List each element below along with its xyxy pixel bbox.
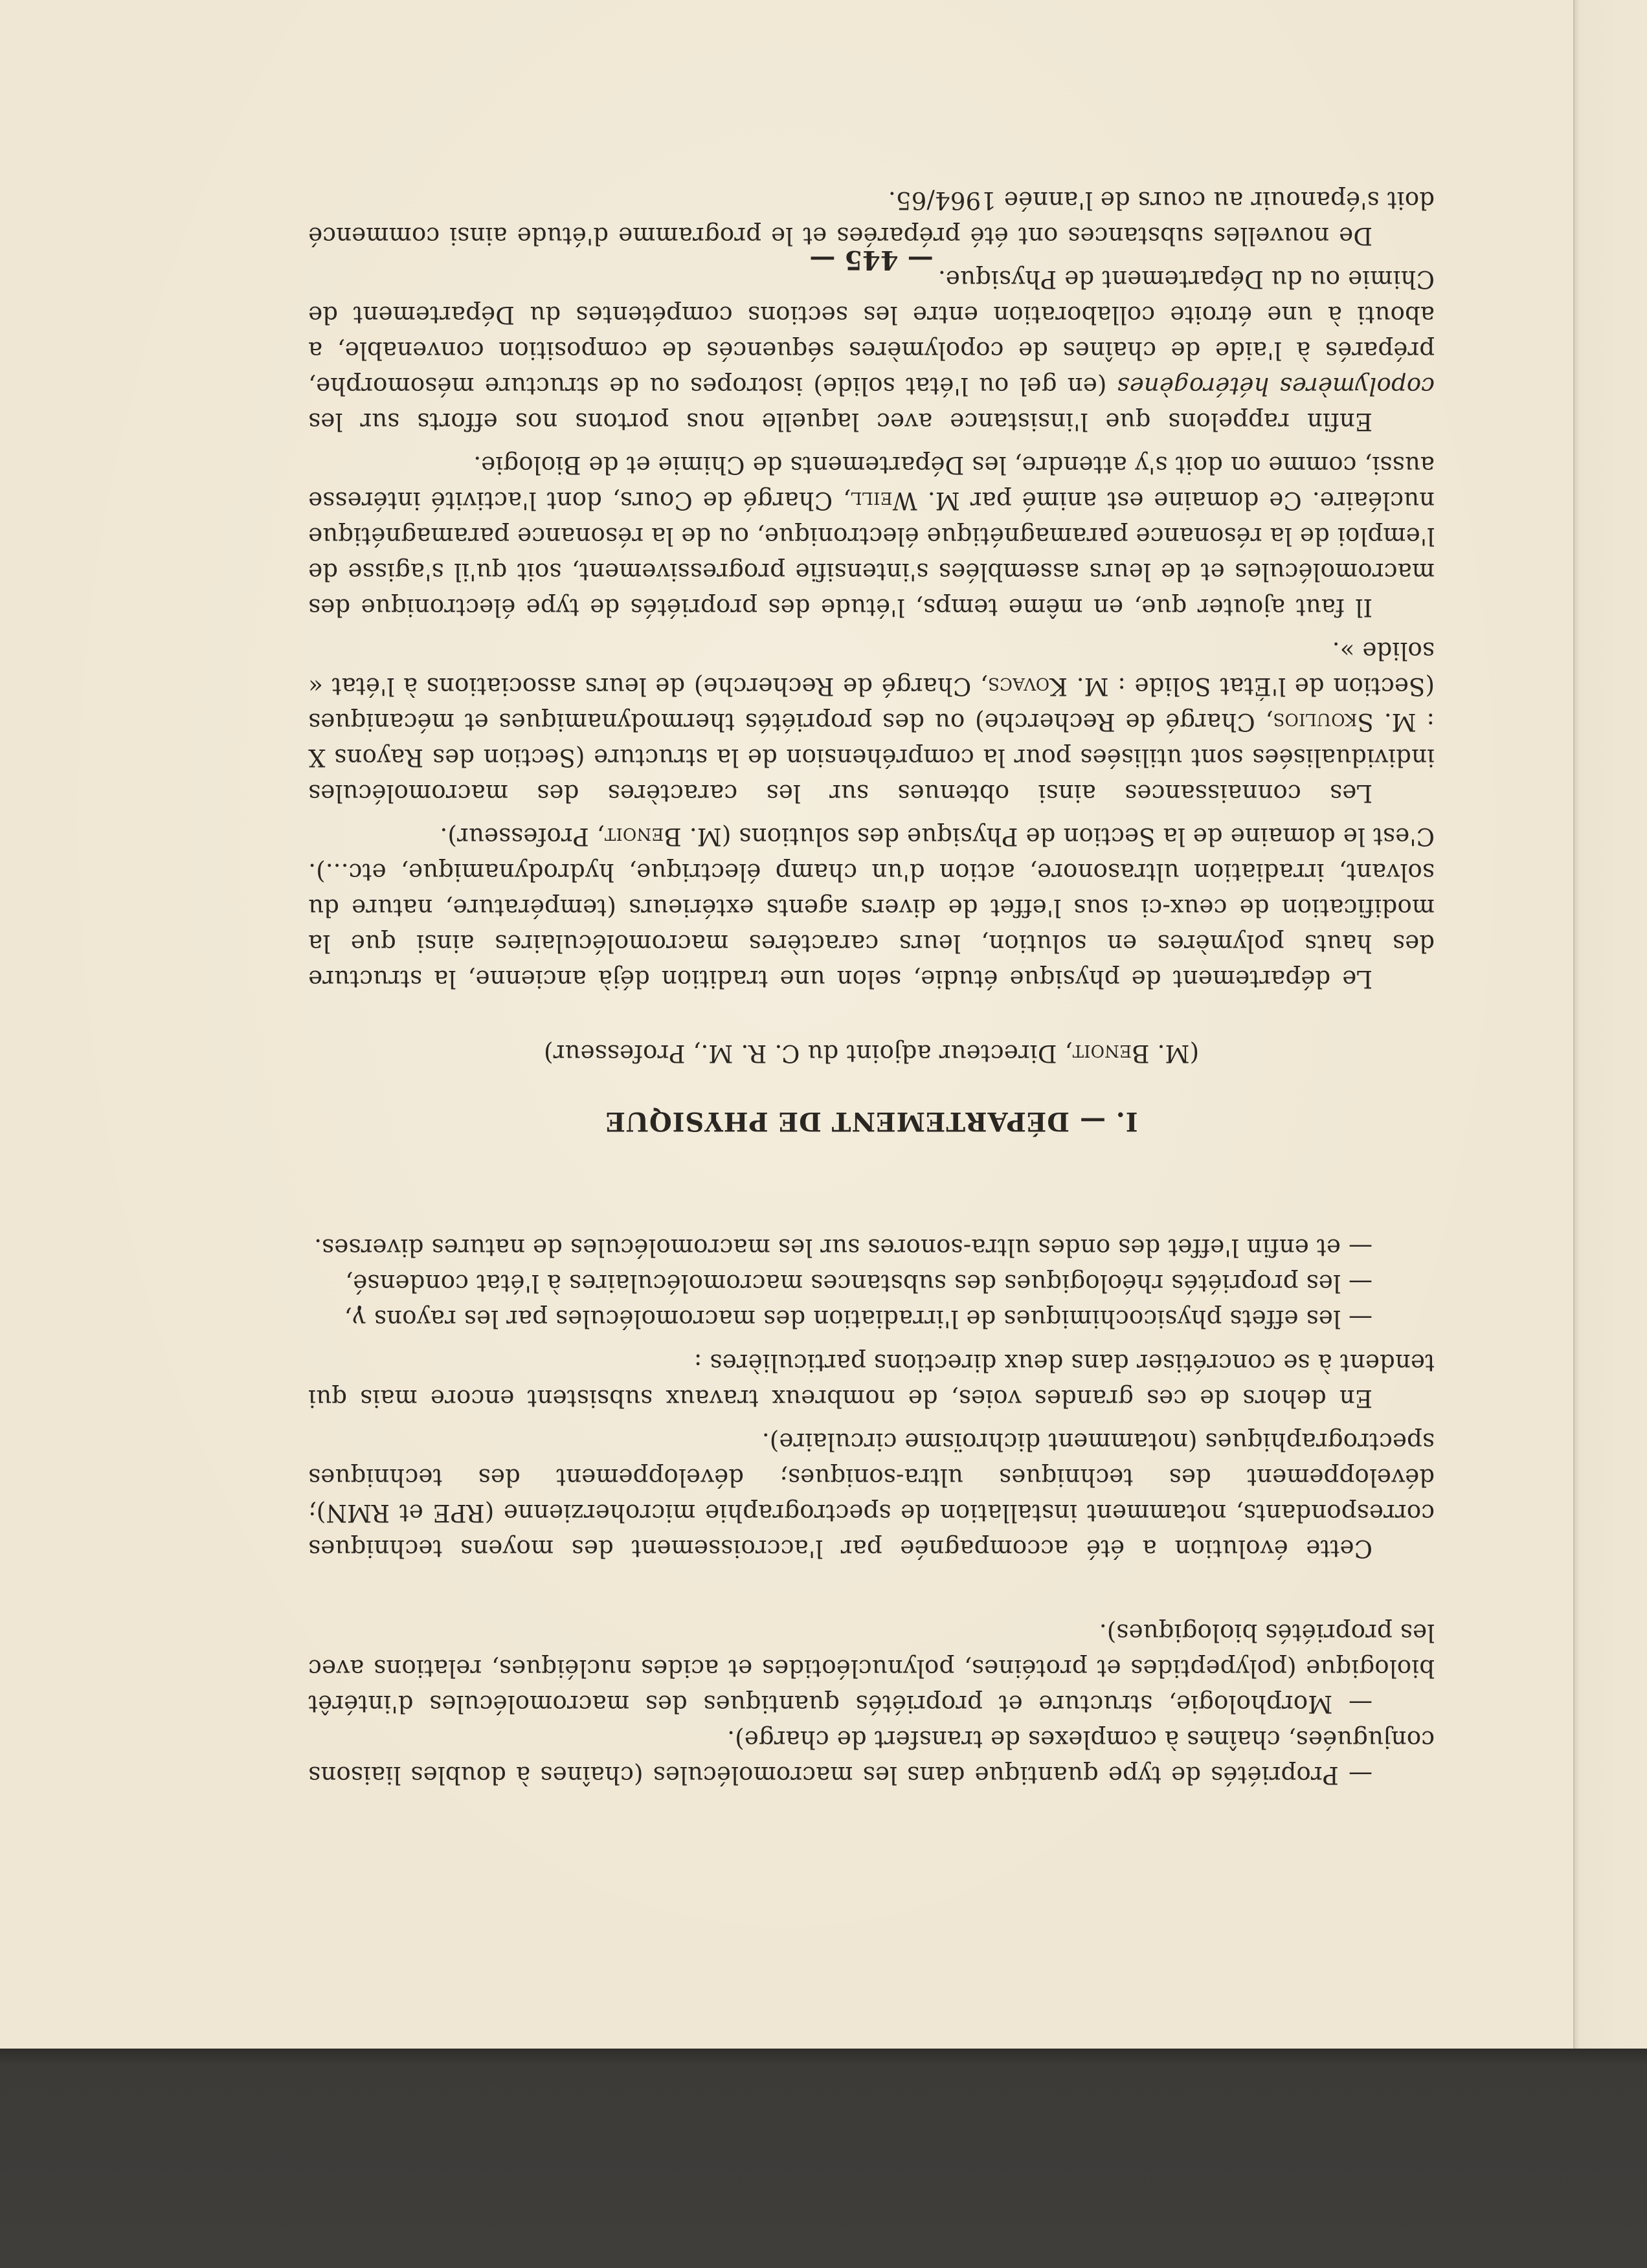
text: Il faut ajouter que, en même temps, l'étude des propriétés de type électronique des macromolécules et de leurs assemblées s'intensifie progressivement, soit qu'il s'agisse de l'emploi de la résonance paramagnétique électronique, ou de la résonance paramagnétique nucléaire. Ce domaine est animé par M. (308, 487, 1435, 621)
paragraph-new-substances: De nouvelles substances ont été préparées et le programme d'étude ainsi commencé doit s'épanouir au cours de l'année 1964/65. (308, 186, 1435, 250)
text: , Chargé de Recherche) de leurs associations à l'état « solide ». (308, 637, 1435, 700)
section-subtitle (308, 1036, 1435, 1071)
subtitle-prefix: (M. (1149, 1040, 1200, 1067)
list-directions (308, 1230, 1435, 1337)
text: (en gel ou l'état solide) isotropes ou de structure mésomorphe, préparés à l'aide de chaînes de copolymères séquencés de composition convenable, a abouti à une étroite collaboration entre les sections compétentes du Département de Chimie ou du Département de Physique. (308, 265, 1435, 400)
director-name: Benoit (1072, 1040, 1150, 1067)
list-item: — Propriétés de type quantique dans les macromolécules (chaînes à doubles liaisons conjuguées, chaînes à complexes de transfert de charge). (308, 1726, 1435, 1789)
page-number: — 445 — (809, 245, 934, 275)
person-name: Weill (850, 487, 917, 515)
page-edge (1573, 0, 1647, 2052)
list-quantum-properties (308, 1615, 1435, 1793)
list-item: — les effets physicochimiques de l'irradiation des macromolécules par les rayons γ, (344, 1305, 1372, 1333)
section-header (308, 1036, 1435, 1139)
text: , Chargé de Recherche) ou des propriétés thermodynamiques et mécaniques (Section de l'État Solide : M. (308, 673, 1435, 736)
text: , Chargé de Cours, dont l'activité intéresse aussi, comme on doit s'y attendre, les Départements de Chimie et de Biologie. (308, 451, 1435, 515)
body-text (308, 183, 1435, 997)
paragraph-copolymers (308, 261, 1435, 439)
text: Les connaissances ainsi obtenues sur les caractères des macromolécules individualisées sont utilisées pour la compréhension de la structure (Section des Rayons X : M. (308, 708, 1435, 807)
list-item: — les propriétés rhéologiques des substances macromoléculaires à l'état condensé, (345, 1269, 1372, 1297)
paragraph-physique-solutions (308, 819, 1435, 997)
text: , Professeur). (440, 823, 605, 850)
paragraph: Cette évolution a été accompagnée par l'accroissement des moyens techniques correspondants, notamment installation de spectrographie microherzienne (RPE et RMN); développement des techniques ultra-soniques; développement des techniques spectrographiques (notamment dichroïsme circulaire). (308, 1428, 1435, 1562)
text: Enfin rappelons que l'insistance avec laquelle nous portons nos efforts sur les (308, 408, 1372, 436)
emphasis: copolymères hétérogènes (1117, 372, 1435, 400)
intro-paragraphs (308, 1345, 1435, 1566)
person-name: Skoulios (1273, 708, 1374, 736)
list-item: — Morphologie, structure et propriétés quantiques des macromolécules d'intérêt biologique (polypeptides et protéines, polynucléotides et acides nucléiques, relations avec les propriétés biologiques). (308, 1619, 1435, 1718)
section-title: I. — DÉPARTEMENT DE PHYSIQUE (605, 1106, 1138, 1137)
paragraph-electronic (308, 447, 1435, 625)
scanner-bed (0, 2049, 1647, 2268)
paragraph-structure (308, 633, 1435, 811)
list-item: — et enfin l'effet des ondes ultra-sonores sur les macromolécules de natures diverses. (314, 1234, 1372, 1262)
subtitle-suffix: , Directeur adjoint du C. R. M., Professeur) (543, 1040, 1073, 1067)
paragraph: En dehors de ces grandes voies, de nombreux travaux subsistent encore mais qui tendent à se concrétiser dans deux directions particulières : (308, 1349, 1435, 1412)
text: Le département de physique étudie, selon une tradition déjà ancienne, la structure des hauts polymères en solution, leurs caractères macromoléculaires ainsi que la modification de ceux-ci sous l'effet de divers agents extérieurs (température, nature du solvant, irradiation ultrasonore, action d'un champ électrique, hydrodynamique, etc...). C'est le domaine de la Section de Physique des solutions (M. (308, 823, 1435, 993)
person-name: Kovacs (987, 673, 1068, 700)
person-name: Benoit (604, 823, 682, 850)
